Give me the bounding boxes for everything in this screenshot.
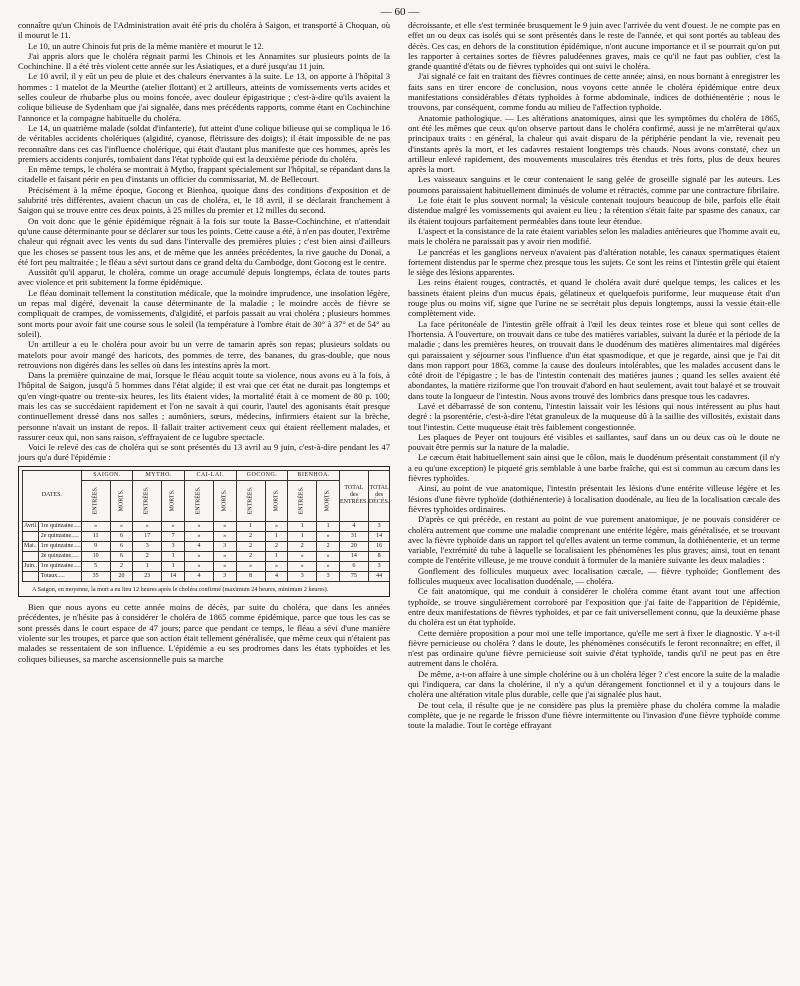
count-cell: 2: [236, 551, 265, 561]
table-row: [23, 551, 391, 561]
count-cell: 1: [265, 531, 288, 541]
count-cell: 1: [133, 561, 162, 571]
paragraph: De tout cela, il résulte que je ne considère pas plus la première phase du choléra comme la maladie complète, que je ne regarde le frisson d'une fièvre intermittente ou l'invasion d'une fièvre typhoïde comme toute la maladie. Tout le cortège effrayant: [408, 699, 780, 731]
total-entrees-cell: 6: [340, 561, 369, 571]
paragraph: Précisément à la même époque, Gocong et Bienhoa, quoique dans des conditions d'exposition et de salubrité très différentes, avaient chacun un cas de choléra, et, le 18 avril, il se déclarait franchement à Saigon qui se trouve entre ces deux points, à 25 milles du premier et 12 milles du second.: [18, 184, 390, 216]
count-cell: 2: [236, 541, 265, 551]
period-cell: 2e quinzaine.....: [38, 551, 81, 561]
right-column: [408, 20, 780, 978]
paragraph: D'après ce qui précède, en restant au point de vue purement anatomique, je ne pouvais considérer ce choléra autrement que comme une maladie comprenant une entérite légère, mais généralisée, et se trouvant avec la fièvre typhoïde dans un rapport tel qu'elles avaient un terme commun, la dothiénenterie, et un terme variable, l'extrémité du tube à laquelle se localisaient les phénomènes les plus graves; ainsi, tout en tenant compte de l'entérite villeuse, je me trouve conduit à formuler de la manière suivante les deux maladies :: [408, 514, 780, 566]
left-column: [18, 20, 390, 978]
month-cell: [23, 551, 39, 561]
total-entrees-cell: 20: [340, 541, 369, 551]
paragraph: La face péritonéale de l'intestin grêle offrait à l'œil les deux teintes rose et bleue qui sont celles de l'hortensia. A l'ouverture, on trouvait dans ce tube des matières variables, suivant la durée et la période de la maladie ; dans les premières heures, on trouvait dans le duodénum des matières alimentaires mal digérées qui paraissaient y séjourner sous l'influence d'un état spasmodique, et que je regarde, ainsi que je l'ai dit dans mon rapport pour 1863, comme la cause des douleurs intolérables, que les malades accusent dans le côté droit de l'épigastre ; le bas de l'intestin contenait des matières jaunes ; quand les selles avaient été abondantes, la matière riziforme que l'on trouvait d'abord en haut seulement, avait tout balayé et se trouvait dans toute la longueur de l'intestin. Nous avons trouvé des lombrics dans presque tous les cadavres.: [408, 318, 780, 401]
period-cell: 2e quinzaine.....: [38, 531, 81, 541]
count-cell: 2: [133, 551, 162, 561]
count-cell: 1: [288, 531, 317, 541]
paragraph: Cette dernière proposition a pour moi une telle importance, qu'elle me sert à fixer le diagnostic. Y a-t-il fièvre pernicieuse ou choléra ? dans le doute, les phénomènes consécutifs le feront reconnaître; en effet, il n'est pas ordinaire qu'une fièvre pernicieuse soit suivie d'état typhoïde, tandis qu'il ne peut pas en être autrement dans le choléra.: [408, 627, 780, 669]
total-deces-header: TOTAL des DÉCÈS.: [368, 470, 390, 521]
count-cell: 1: [265, 551, 288, 561]
total-deces-cell: 16: [368, 541, 390, 551]
count-cell: 4: [265, 571, 288, 581]
month-cell: [23, 531, 39, 541]
count-cell: 6: [110, 541, 133, 551]
count-cell: 5: [81, 561, 110, 571]
paragraph: L'aspect et la consistance de la rate étaient variables selon les maladies antérieures que l'homme avait eu, mais le choléra ne paraissait pas y avoir rien modifié.: [408, 225, 780, 247]
count-cell: 3: [213, 571, 236, 581]
count-cell: »: [317, 531, 340, 541]
period-cell: Totaux.....: [38, 571, 81, 581]
paragraph: Les reins étaient rouges, contractés, et quand le choléra avait duré quelque temps, les calices et les bassinets étaient pleins d'un mucus épais, gélatineux et quelquefois puriforme, leur muqueuse était d'un rouge plus ou moins vif, signe que l'urine ne se secrétait plus depuis longtemps, aussi la vessie était-elle complètement vide.: [408, 277, 780, 319]
period-cell: 1re quinzaine.....: [38, 561, 81, 571]
count-cell: »: [133, 521, 162, 531]
total-entrees-cell: 75: [340, 571, 369, 581]
total-deces-cell: 3: [368, 521, 390, 531]
count-cell: 9: [81, 541, 110, 551]
count-cell: 3: [288, 571, 317, 581]
count-cell: »: [265, 521, 288, 531]
group-header: MYTHO.: [133, 470, 185, 480]
paragraph: Un artilleur a eu le choléra pour avoir bu un verre de tamarin après son repas; plusieurs soldats ou matelots pour avoir mangé des haricots, des pommes de terre, des bananes, du gras-double, que nous retrouvions non digérés dans les selles où dans les intestins après la mort.: [18, 339, 390, 370]
total-entrees-cell: 4: [340, 521, 369, 531]
count-cell: 11: [81, 531, 110, 541]
count-cell: 20: [110, 571, 133, 581]
count-cell: »: [288, 551, 317, 561]
right-text: [408, 20, 780, 730]
paragraph: Les vaisseaux sanguins et le cœur contenaient le sang gelée de groseille signalé par les auteurs. Les poumons paraissaient habituellement diminués de volume et rétractés, comme par une contracture fibrilaire.: [408, 174, 780, 195]
count-cell: »: [213, 521, 236, 531]
group-header: CAI-LAI.: [185, 470, 237, 480]
entrees-subheader: ENTRÉES.: [133, 480, 162, 521]
count-cell: 23: [133, 571, 162, 581]
count-cell: »: [185, 531, 214, 541]
count-cell: »: [265, 561, 288, 571]
cholera-cases-table: [22, 470, 390, 582]
morts-subheader: MORTS.: [213, 480, 236, 521]
count-cell: 1: [236, 521, 265, 531]
paragraph: Lavé et débarrassé de son contenu, l'intestin laissait voir les lésions qui nous intéressent au plus haut degré : la psorentérie, c'est-à-dire l'état granuleux de la muqueuse dû à la saillie des villosités, existait dans tout l'intestin. Cette muqueuse était très faiblement congestionnée.: [408, 400, 780, 432]
page-number: — 60 —: [380, 6, 420, 18]
count-cell: 3: [317, 571, 340, 581]
paragraph: Bien que nous ayons eu cette année moins de décès, par suite du choléra, que dans les années précédentes, je n'hésite pas à considérer le choléra de 1865 comme épidémique, parce que tous les cas se sont pressés dans le court espace de 47 jours; parce que pendant ce temps, le fléau a sévi d'une manière violente sur les troupes, et parce que son action était tellement généralisée, que même ceux qui n'étaient pas malades se ressentaient de son influence. L'épidémie a eu ses prodromes dans les états typhoïdes et les coliques bilieuses, sa marche ascensionnelle puis sa marche: [18, 602, 390, 664]
paragraph: Aussitôt qu'il apparut, le choléra, comme un orage accumulé depuis longtemps, éclata de toutes parts avec violence et prit subitement la forme épidémique.: [18, 267, 390, 288]
table-row: [23, 531, 391, 541]
paragraph: J'ai signalé ce fait en traitant des fièvres continues de cette année; ainsi, en nous bornant à enregistrer les faits sans en tirer encore de conclusion, nous voyons cette année le choléra épidémique entre deux manifestations considérables d'états typhoïdes à forme abdominale, indices de dothiénentérie ; nous le trouvons, par conséquent, comme fondu au milieu de l'affection typhoïde.: [408, 71, 780, 113]
count-cell: 14: [162, 571, 185, 581]
cholera-table-frame: [18, 466, 390, 597]
period-cell: 1re quinzaine.....: [38, 521, 81, 531]
count-cell: 3: [133, 541, 162, 551]
total-deces-cell: 44: [368, 571, 390, 581]
count-cell: 3: [162, 541, 185, 551]
paragraph: En même temps, le choléra se montrait à Mytho, frappant spécialement sur l'hôpital, se répandant dans la citadelle et faisant périr en peu d'instants un officier du commissariat, M. de Bellecourt.: [18, 164, 390, 185]
count-cell: »: [110, 521, 133, 531]
count-cell: 1: [162, 551, 185, 561]
count-cell: »: [213, 551, 236, 561]
count-cell: »: [185, 561, 214, 571]
group-header: GOCONG.: [236, 470, 288, 480]
morts-subheader: MORTS.: [162, 480, 185, 521]
count-cell: »: [213, 561, 236, 571]
paragraph: connaître qu'un Chinois de l'Administration avait été pris du choléra à Saigon, et transporté à Choquan, où il mourut le 11.: [18, 20, 390, 41]
count-cell: 6: [110, 551, 133, 561]
month-cell: Mai..: [23, 541, 39, 551]
count-cell: 17: [133, 531, 162, 541]
count-cell: »: [236, 561, 265, 571]
count-cell: 2: [110, 561, 133, 571]
count-cell: »: [162, 521, 185, 531]
count-cell: 35: [81, 571, 110, 581]
paragraph: On voit donc que le génie épidémique régnait à la fois sur toute la Basse-Cochinchine, et n'attendait qu'une cause déterminante pour se déclarer sur tous les points. Cette cause a été, à n'en pas douter, l'extrême chaleur qui régnait avec les vents du sud dans l'intervalle des premières pluies ; c'est bien ainsi d'ailleurs que les choses se passent tous les ans, et de même que les années précédentes, la rive gauche du Donaï, a été fort peu maltraitée ; le fléau a sévi surtout dans ce grand delta du Cambodge, dont Gocong est le centre.: [18, 215, 390, 267]
count-cell: 6: [110, 531, 133, 541]
paragraph: Ainsi, au point de vue anatomique, l'intestin présentait les lésions d'une entérite villeuse légère et les lésions d'une fièvre typhoïde (dothiénenterie) à localisation duodénale, au lieu de la localisation cæcale des fièvres typhoïdes ordinaires.: [408, 483, 780, 514]
paragraph: J'ai appris alors que le choléra régnait parmi les Chinois et les Annamites sur plusieurs points de la Cochinchine. Il a été très violent cette année sur les Asiatiques, et a duré jusqu'au 11 juin.: [18, 50, 390, 72]
table-row: [23, 561, 391, 571]
count-cell: 7: [162, 531, 185, 541]
month-cell: [23, 571, 39, 581]
total-entrees-cell: 31: [340, 531, 369, 541]
count-cell: »: [317, 551, 340, 561]
count-cell: 8: [236, 571, 265, 581]
morts-subheader: MORTS.: [317, 480, 340, 521]
left-text-top: [18, 20, 390, 463]
paragraph: Dans la première quinzaine de mai, lorsque le fléau acquit toute sa violence, nous avons eu à la fois, à l'hôpital de Saigon, jusqu'à 5 hommes dans l'état algide; il est vrai que cet état ne durait pas longtemps et qu'en vingt-quatre ou trente-six heures, les lits étaient vides, la mortalité était à ce moment de 80 p. 100; mais les cas se succédaient rapidement et l'on ne savait à qui courir, l'autel des agonisants était presque continuellement dressé dans nos salles ; aumôniers, sœurs, médecins, infirmiers étaient sur la brèche, personne n'avait un instant de repos. Il fallait traiter activement ceux qui étaient réellement malades, et rassurer ceux qui, non sans raison, s'effrayaient de ce lugubre spectacle.: [18, 370, 390, 442]
paragraph: décroissante, et elle s'est terminée brusquement le 9 juin avec l'arrivée du vent d'ouest. Je ne compte pas en effet un ou deux cas isolés qui se sont présentés dans le reste de l'année, et qui sont portés au tableau des décès. Ces cas, en dehors de la constitution épidémique, n'ont aucune importance et il se pourrait qu'on put les rapporter à certaines sortes de fièvres paludéennes graves, mais ce qu'il ne faut pas oublier, c'est la grande quantité d'états ou de fièvres typhoïdes qui ont suivi le choléra.: [408, 20, 780, 72]
paragraph: Le 10, un autre Chinois fut pris de la même manière et mourut le 12.: [28, 40, 264, 51]
paragraph: Anatomie pathologique. — Les altérations anatomiques, ainsi que les symptômes du choléra de 1865, ont été les mêmes que ceux qu'on observe partout dans le choléra confirmé, aussi je ne m'arrêterai qu'aux principaux traits : en général, la chaleur qui avait disparu de la périphérie pendant la vie, revenait peu d'instants après la mort, et les cadavres restaient longtemps très chauds. Nous avons constaté, chez un artilleur enlevé rapidement, des mouvements musculaires très étendus et très forts, plus de deux heures après la mort.: [408, 112, 780, 175]
count-cell: 1: [317, 521, 340, 531]
group-header: BIENHOA.: [288, 470, 340, 480]
count-cell: »: [185, 521, 214, 531]
morts-subheader: MORTS.: [265, 480, 288, 521]
count-cell: »: [288, 561, 317, 571]
table-note: A Saigon, en moyenne, la mort a eu lieu 12 heures après le choléra confirmé (maximum 24 heures, minimum 2 heures).: [32, 585, 329, 593]
period-cell: 1re quinzaine.....: [38, 541, 81, 551]
paragraph: Le foie était le plus souvent normal; la vésicule contenait toujours beaucoup de bile, parfois elle était distendue malgré les vomissements qui avaient eu lieu ; la rétention s'était faite par spasme des canaux, car ils étaient toujours parfaitement perméables dans toute leur étendue.: [408, 195, 780, 226]
entrees-subheader: ENTRÉES.: [288, 480, 317, 521]
dates-header: DATES.: [23, 470, 82, 521]
paragraph: Le 14, un quatrième malade (soldat d'infanterie), fut atteint d'une colique bilieuse qui se compliqua le 16 de véritables accidents cholériques (algidité, cyanose, flétrissure des doigts); il était impossible de ne pas reconnaître dans ces cas l'influence cholérique, qui était d'autant plus manifeste que ces hommes, après les premiers accidents conjurés, tombaient dans l'état typhoïde qui est la deuxième période du choléra.: [18, 122, 390, 164]
table-row: [23, 521, 391, 531]
count-cell: »: [185, 551, 214, 561]
entrees-subheader: ENTRÉES.: [185, 480, 214, 521]
paragraph: Gonflement des follicules muqueux avec localisation cæcale, — fièvre typhoïde; Gonflement des follicules muqueux avec localisation duodénale, — choléra.: [408, 565, 780, 587]
total-deces-cell: 3: [368, 561, 390, 571]
count-cell: 2: [317, 541, 340, 551]
count-cell: 10: [81, 551, 110, 561]
total-entrees-header: TOTAL des ENTRÉES.: [340, 470, 369, 521]
count-cell: 1: [162, 561, 185, 571]
count-cell: »: [81, 521, 110, 531]
total-deces-cell: 8: [368, 551, 390, 561]
morts-subheader: MORTS.: [110, 480, 133, 521]
month-cell: Juin..: [23, 561, 39, 571]
count-cell: 2: [236, 531, 265, 541]
count-cell: 3: [213, 541, 236, 551]
paragraph: De même, a-t-on affaire à une simple cholérine ou à un choléra léger ? c'est encore la suite de la maladie qui l'indiquera, car dans la cholérine, il n'y a qu'un dérangement fonctionnel et il y a toujours dans le choléra une altération vitale plus durable, celle que j'ai signalée plus haut.: [408, 668, 780, 700]
group-header: SAIGON.: [81, 470, 133, 480]
count-cell: 4: [185, 541, 214, 551]
paragraph: Le cæcum était habituellement sain ainsi que le côlon, mais le duodénum présentait constamment (il n'y a eu qu'une exception) le piqueté gris semblable à une barbe fraîche, qui est si commun au cæcum dans les fièvres typhoïdes.: [408, 452, 780, 484]
count-cell: 1: [288, 521, 317, 531]
total-deces-cell: 14: [368, 531, 390, 541]
table-row: [23, 541, 391, 551]
total-entrees-cell: 14: [340, 551, 369, 561]
table-row: [23, 571, 391, 581]
paragraph: Les plaques de Peyer ont toujours été visibles et saillantes, sauf dans un ou deux cas où le doute ne pouvait être permis sur la nature de la maladie.: [408, 431, 780, 453]
month-cell: Avril.: [23, 521, 39, 531]
entrees-subheader: ENTRÉES.: [236, 480, 265, 521]
count-cell: 4: [185, 571, 214, 581]
count-cell: 2: [288, 541, 317, 551]
count-cell: »: [213, 531, 236, 541]
entrees-subheader: ENTRÉES.: [81, 480, 110, 521]
count-cell: »: [317, 561, 340, 571]
left-text-bottom: [18, 602, 390, 664]
paragraph: Ce fait anatomique, qui me conduit à considérer le choléra comme étant avant tout une affection typhoïde, se trouve singulièrement corroboré par l'exposition que j'ai faite de l'apparition de l'épidémie, entre deux manifestations de fièvres typhoïdes, et par ce fait universellement connu, que la deuxième phase du choléra est un état typhoïde.: [408, 586, 780, 628]
paragraph: Le 10 avril, il y eût un peu de pluie et des chaleurs énervantes à la suite. Le 13, on apporte à l'hôpital 3 hommes : 1 matelot de la Meurthe (atelier flottant) et 2 artilleurs, atteints de vomissements verts acides et selles couleur de rhubarbe plus ou moins foncée, avec douleur épigastrique ; c'est-à-dire qu'ils avaient la colique bilieuse de Sydenham que j'ai signalée, dans mes précédents rapports, comme étant en Cochinchine l'annonce et la compagne habituelle du choléra.: [18, 71, 390, 123]
paragraph: Le pancréas et les ganglions nerveux n'avaient pas d'altération notable, les canaux spermatiques étaient fortement distendus par le sperme chez presque tous les sujets. Ce sont les reins et l'intestin grêle qui étaient le siège des lésions apparentes.: [408, 246, 780, 278]
paragraph: Le fléau dominait tellement la constitution médicale, que la moindre imprudence, une insolation légère, un repas mal digéré, devenait la cause déterminante de la maladie ; le moindre accès de fièvre se compliquait de crampes, de vomissements, d'algidité, et parfois passait au vrai choléra ; plusieurs hommes sont morts pour avoir fait une course sous le soleil (la température à l'ombre était de 30° à 37° et de 54° au soleil).: [18, 287, 390, 339]
paragraph: Voici le relevé des cas de choléra qui se sont présentés du 13 avril au 9 juin, c'est-à-dire pendant les 47 jours qu'a duré l'épidémie :: [18, 442, 390, 463]
count-cell: 2: [265, 541, 288, 551]
